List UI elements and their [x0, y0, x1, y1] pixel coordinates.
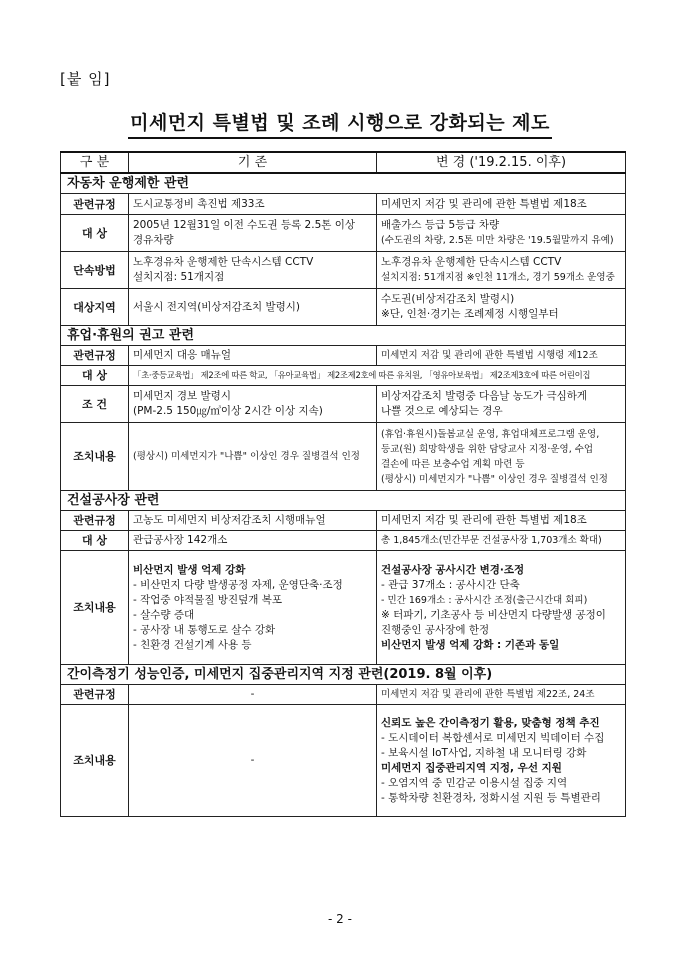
- after-cell: [377, 289, 626, 326]
- cell-line: - 살수량 증대: [133, 608, 195, 621]
- target-span-cell: [129, 366, 626, 386]
- cell-line: 「초·중등교육법」 제2조에 따른 학교, 「유아교육법」 제2조제2호에 따른 유치원, 「영유아보육법」 제2조제3호에 따른 어린이집: [133, 370, 591, 380]
- row-label: 관련규정: [61, 685, 129, 705]
- row-label: 대상지역: [61, 289, 129, 326]
- cell-line: 미세먼지 저감 및 관리에 관한 특별법 제18조: [381, 197, 587, 210]
- table-row: [61, 531, 626, 551]
- section-header-vehicle: [61, 173, 626, 194]
- before-cell: [129, 531, 377, 551]
- table-row: [61, 386, 626, 423]
- cell-line: 미세먼지 경보 발령시: [133, 390, 231, 402]
- header-before: 기 존: [129, 152, 377, 173]
- cell-line: 미세먼지 대응 매뉴얼: [133, 349, 231, 361]
- after-cell: [377, 252, 626, 289]
- before-cell: [129, 511, 377, 531]
- cell-line: - 관급 37개소 : 공사시간 단축: [381, 578, 520, 591]
- after-cell: [377, 511, 626, 531]
- cell-line: - 통학차량 친환경차, 정화시설 지원 등 특별관리: [381, 791, 601, 804]
- row-label: 대 상: [61, 531, 129, 551]
- row-label: 관련규정: [61, 511, 129, 531]
- cell-line: - 공사장 내 통행도로 살수 강화: [133, 623, 276, 636]
- before-cell: [129, 252, 377, 289]
- table-row: [61, 215, 626, 252]
- cell-line: 미세먼지 저감 및 관리에 관한 특별법 제18조: [381, 514, 587, 526]
- cell-line: ※단, 인천·경기는 조례제정 시행일부터: [381, 308, 559, 320]
- cell-subtitle: 건설공사장 공사시간 변경·조정: [381, 563, 525, 576]
- cell-line: 등교(원) 희망학생을 위한 담당교사 지정·운영, 수업: [381, 443, 594, 455]
- cell-line: 수도권(비상저감조치 발령시): [381, 293, 515, 305]
- table-row: [61, 346, 626, 366]
- before-cell: [129, 423, 377, 491]
- section-header-school-closure: [61, 326, 626, 346]
- comparison-table: [60, 151, 626, 817]
- cell-line: 미세먼지 저감 및 관리에 관한 특별법 시행령 제12조: [381, 350, 598, 361]
- cell-line: 서울시 전지역(비상저감조치 발령시): [133, 300, 301, 313]
- row-label: 조 건: [61, 386, 129, 423]
- before-cell: [129, 551, 377, 665]
- table-row: [61, 289, 626, 326]
- attachment-label: [붙 임]: [60, 70, 111, 88]
- cell-line: -: [250, 754, 255, 766]
- cell-line: (수도권의 차량, 2.5톤 미만 차량은 '19.5월말까지 유예): [381, 235, 614, 246]
- table-row: [61, 511, 626, 531]
- cell-line: - 민간 169개소 : 공사시간 조정(출근시간대 회피): [381, 594, 588, 606]
- after-cell: [377, 346, 626, 366]
- cell-line: 관급공사장 142개소: [133, 534, 228, 546]
- cell-subtitle: 신뢰도 높은 간이측정기 활용, 맞춤형 정책 추진: [381, 716, 600, 729]
- after-cell: [377, 194, 626, 215]
- table-header-row: [61, 152, 626, 173]
- cell-subtitle: 비산먼지 발생 억제 강화 : 기존과 동일: [381, 638, 560, 651]
- row-label: 관련규정: [61, 346, 129, 366]
- cell-line: 도시교통정비 촉진법 제33조: [133, 197, 265, 210]
- cell-line: 노후경유차 운행제한 단속시스템 CCTV: [381, 256, 562, 268]
- row-label: 대 상: [61, 366, 129, 386]
- table-row: [61, 423, 626, 491]
- cell-line: 진행중인 공사장에 한정: [381, 623, 490, 636]
- cell-subtitle: 미세먼지 집중관리지역 지정, 우선 지원: [381, 761, 562, 774]
- cell-line: 나쁠 것으로 예상되는 경우: [381, 405, 503, 417]
- row-label: 조치내용: [61, 551, 129, 665]
- table-row: [61, 685, 626, 705]
- before-cell: [129, 194, 377, 215]
- before-cell: [129, 289, 377, 326]
- after-cell: [377, 386, 626, 423]
- cell-line: 설치지점: 51개지점 ※인천 11개소, 경기 59개소 운영중: [381, 272, 615, 283]
- cell-line: -: [250, 688, 255, 700]
- row-label: 단속방법: [61, 252, 129, 289]
- section-title: 자동차 운행제한 관련: [61, 173, 626, 194]
- cell-line: - 도시데이터 복합센서로 미세먼지 빅데이터 수집: [381, 731, 605, 744]
- cell-line: (평상시) 미세먼지가 "나쁨" 이상인 경우 질병결석 인정: [133, 451, 360, 462]
- cell-line: 경유차량: [133, 234, 174, 246]
- after-cell: [377, 705, 626, 817]
- after-cell: [377, 685, 626, 705]
- before-cell: [129, 215, 377, 252]
- cell-line: 결손에 따른 보충수업 계획 마련 등: [381, 458, 525, 470]
- cell-line: 2005년 12월31일 이전 수도권 등록 2.5톤 이상: [133, 219, 356, 231]
- before-cell: [129, 386, 377, 423]
- header-category: 구 분: [61, 152, 129, 173]
- page-number: - 2 -: [328, 912, 352, 926]
- cell-line: - 비산먼지 다량 발생공정 자제, 운영단축·조정: [133, 578, 343, 591]
- table-row: [61, 551, 626, 665]
- cell-line: - 보육시설 IoT사업, 지하철 내 모니터링 강화: [381, 746, 587, 759]
- section-header-sensor-zone: [61, 665, 626, 685]
- before-cell: [129, 705, 377, 817]
- cell-line: 미세먼지 저감 및 관리에 관한 특별법 제22조, 24조: [381, 689, 595, 700]
- cell-line: 노후경유차 운행제한 단속시스템 CCTV: [133, 256, 314, 268]
- table-row: [61, 366, 626, 386]
- section-title: 휴업·휴원의 권고 관련: [61, 326, 626, 346]
- row-label: 대 상: [61, 215, 129, 252]
- cell-line: 설치지점: 51개지점: [133, 271, 225, 283]
- cell-line: (평상시) 미세먼지가 "나쁨" 이상인 경우 질병결석 인정: [381, 473, 608, 485]
- cell-line: - 작업중 야적물질 방진덮개 복포: [133, 593, 282, 606]
- after-cell: [377, 531, 626, 551]
- table-row: [61, 194, 626, 215]
- table-row: [61, 252, 626, 289]
- after-cell: [377, 215, 626, 252]
- cell-line: 총 1,845개소(민간부문 건설공사장 1,703개소 확대): [381, 535, 602, 546]
- row-label: 관련규정: [61, 194, 129, 215]
- header-after: 변 경 ('19.2.15. 이후): [377, 152, 626, 173]
- after-cell: [377, 423, 626, 491]
- row-label: 조치내용: [61, 423, 129, 491]
- section-header-construction: [61, 491, 626, 511]
- cell-line: 비상저감조치 발령중 다음날 농도가 극심하게: [381, 390, 588, 402]
- document-title-text: 미세먼지 특별법 및 조례 시행으로 강화되는 제도: [128, 112, 552, 139]
- table-row: [61, 705, 626, 817]
- cell-line: (휴업·휴원시)돌봄교실 운영, 휴업대체프로그램 운영,: [381, 428, 600, 440]
- cell-line: (PM-2.5 150㎍/㎥이상 2시간 이상 지속): [133, 405, 323, 417]
- cell-line: 배출가스 등급 5등급 차량: [381, 219, 500, 231]
- before-cell: [129, 346, 377, 366]
- before-cell: [129, 685, 377, 705]
- document-title: [0, 108, 680, 135]
- cell-line: 고농도 미세먼지 비상저감조치 시행매뉴얼: [133, 514, 326, 526]
- cell-line: ※ 터파기, 기초공사 등 비산먼지 다량발생 공정이: [381, 608, 606, 621]
- cell-line: - 오염지역 중 민감군 이용시설 집중 지역: [381, 776, 568, 789]
- section-title: 건설공사장 관련: [61, 491, 626, 511]
- row-label: 조치내용: [61, 705, 129, 817]
- cell-subtitle: 비산먼지 발생 억제 강화: [133, 563, 246, 576]
- cell-line: - 친환경 건설기계 사용 등: [133, 638, 252, 651]
- section-title: 간이측정기 성능인증, 미세먼지 집중관리지역 지정 관련(2019. 8월 이후): [61, 665, 626, 685]
- after-cell: [377, 551, 626, 665]
